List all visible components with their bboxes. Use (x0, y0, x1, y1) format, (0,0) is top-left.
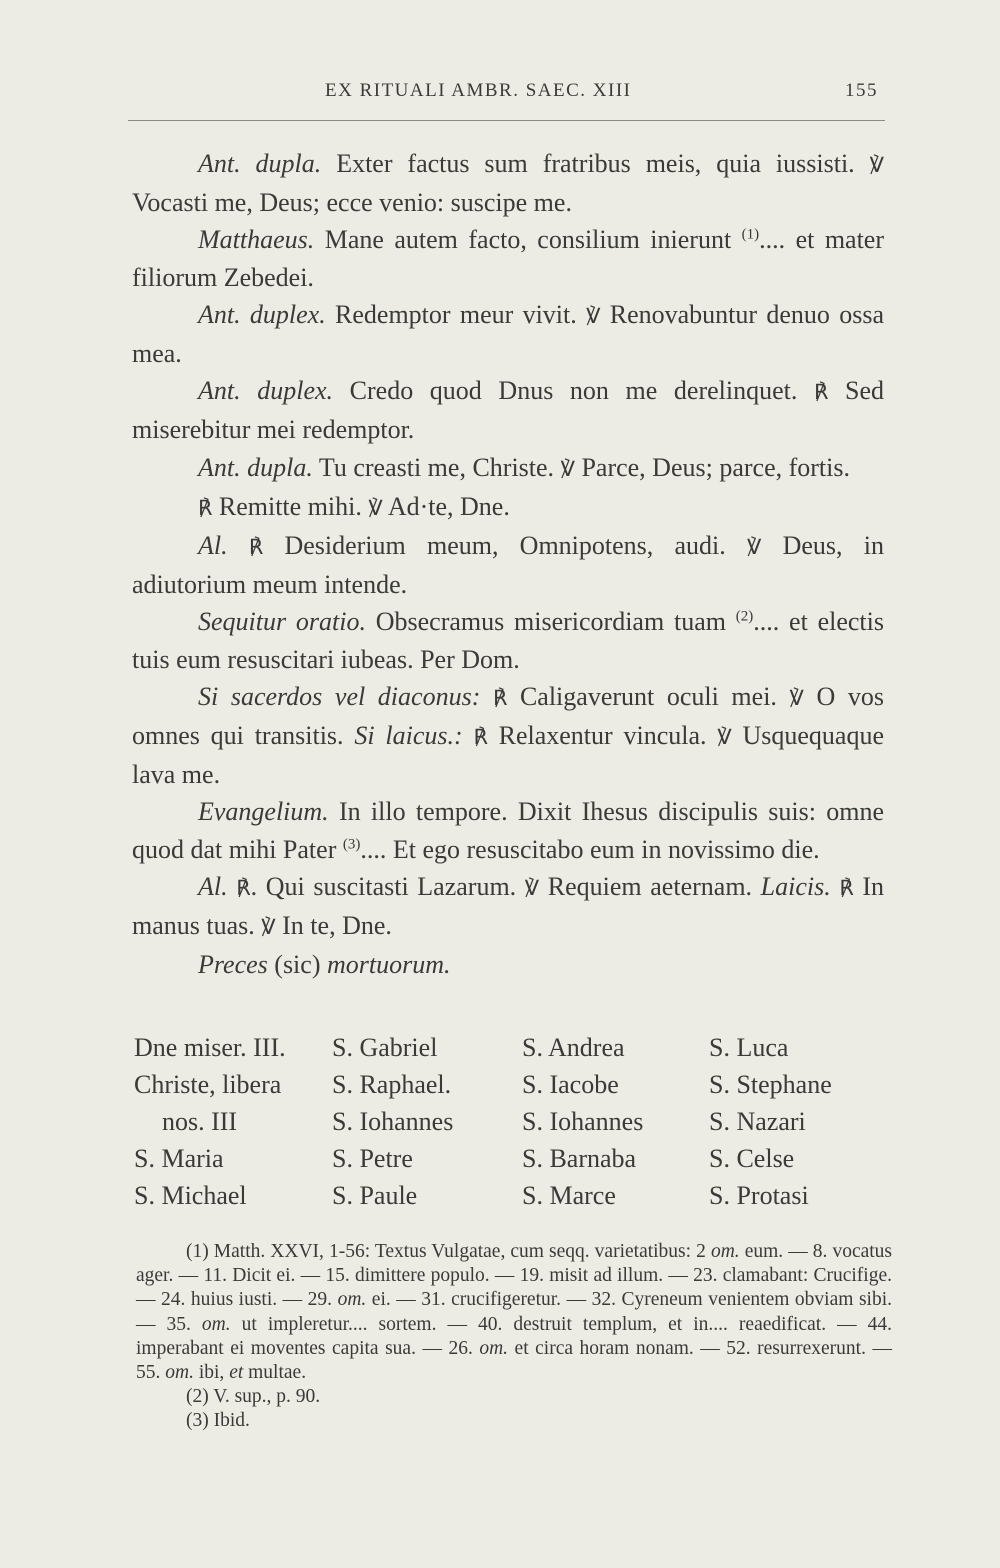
rubric: mortuorum. (326, 950, 451, 980)
litany-row (134, 1144, 894, 1180)
paragraph-al-desiderium (132, 527, 884, 603)
rubric: Sequitur oratio. (198, 607, 366, 637)
text-run: Usquequaque lava me. (132, 721, 885, 790)
text-run: O vos omnes qui transitis. (132, 681, 885, 751)
litany-row (134, 1107, 894, 1143)
text-run: Parce, Deus; parce, fortis. (574, 452, 850, 482)
text-run: Credo quod Dnus non me derelinquet. (333, 376, 814, 406)
litany-cell: S. Gabriel (332, 1033, 438, 1062)
litany-table (134, 1033, 894, 1223)
italic-run: om. (479, 1337, 509, 1359)
litany-cell: S. Celse (709, 1144, 795, 1173)
italic-run: et (229, 1362, 244, 1384)
page-number: 155 (845, 80, 878, 101)
text-run: Exter factus sum fratribus meis, quia iussisti. (321, 149, 870, 178)
text-run: et circa horam nonam. — 52. resurrexerunt. — 55. (136, 1337, 892, 1384)
litany-cell: S. Stephane (709, 1070, 832, 1099)
text-run: Requiem aeternam. (539, 871, 761, 901)
rubric: Al. (198, 871, 228, 901)
footnote-ref: (1) (741, 226, 760, 243)
footnote-2: (2) V. sup., p. 90. (186, 1386, 321, 1408)
litany-cell: S. Iohannes (522, 1107, 644, 1136)
text-run: Ad·te, Dne. (382, 491, 510, 521)
litany-cell: S. Nazari (709, 1107, 806, 1136)
running-head-title: EX RITUALI AMBR. SAEC. XIII (325, 80, 632, 101)
litany-row (134, 1070, 894, 1106)
paragraph-al-qui-suscitasti (132, 868, 884, 946)
running-head (130, 80, 890, 110)
text-run: ibi, (193, 1362, 230, 1384)
response-symbol: ℟ (248, 535, 264, 560)
paragraph-sequitur-oratio (132, 603, 884, 677)
rubric: Matthaeus. (198, 225, 315, 255)
text-run: .... et electis tuis eum resuscitari iubeas. Per Dom. (132, 607, 884, 674)
litany-cell: nos. III (162, 1107, 238, 1136)
litany-cell: S. Raphael. (332, 1070, 452, 1099)
response-symbol: ℟ (814, 380, 829, 405)
litany-cell: S. Paule (332, 1181, 418, 1210)
text-run: Redemptor meur vivit. (325, 299, 587, 329)
text-run: In te, Dne. (275, 911, 392, 941)
paragraph-ant-duplex-redemptor (132, 296, 884, 372)
text-run (480, 682, 493, 711)
response-symbol: ℟ (198, 495, 213, 520)
paragraph-ant-dupla-tu-creasti (132, 449, 884, 488)
text-run (228, 872, 237, 901)
text-run: Vocasti me, Deus; ecce venio: suscipe me. (132, 188, 572, 218)
text-run: Relaxentur vincula. (487, 721, 718, 751)
text-run: ut impleretur.... sortem. — 40. destruit templum, et in.... reaedificat. — 44. imperabant ei moventes capita sua. — 26. (136, 1313, 892, 1359)
text-run: In illo tempore. Dixit Ihesus discipulis suis: omne quod dat mihi Pater (132, 797, 884, 864)
versicle-symbol: ℣ (368, 495, 383, 520)
rubric: Ant. duplex. (198, 376, 334, 406)
footnote-1 (136, 1240, 892, 1385)
footnote-ref: (2) (735, 608, 754, 625)
text-run: .... Et ego resuscitabo eum in novissimo die. (360, 834, 820, 864)
text-run: Tu creasti me, Christe. (312, 452, 561, 482)
text-run: eum. — 8. vocatus ager. — 11. Dicit ei. — 15. dimittere populo. — 19. misit ad illum. — 23. clamabant: Crucifige. — 24. huius iusti. — 29. (136, 1241, 893, 1311)
versicle-symbol: ℣ (261, 915, 276, 940)
versicle-symbol: ℣ (524, 875, 540, 900)
text-run: Renovabuntur denuo ossa mea. (132, 299, 884, 369)
text-run: In manus tuas. (132, 871, 885, 941)
versicle-symbol: ℣ (717, 725, 732, 750)
litany-cell: S. Barnaba (522, 1144, 637, 1173)
response-symbol: ℟ (839, 875, 854, 900)
text-run: Caligaverunt oculi mei. (507, 681, 790, 711)
rubric: Ant. dupla. (198, 452, 313, 482)
litany-cell: Christe, libera (134, 1070, 282, 1099)
litany-cell: S. Iohannes (332, 1107, 454, 1136)
text-run: Sed miserebitur mei redemptor. (132, 376, 884, 445)
main-text (132, 145, 884, 983)
paragraph-evangelium (132, 793, 884, 867)
footnote-3: (3) Ibid. (186, 1410, 250, 1432)
rubric: Preces (198, 950, 268, 980)
text-run: multae. (243, 1362, 307, 1384)
litany-cell: S. Maria (134, 1144, 224, 1173)
litany-cell: Dne miser. III. (134, 1033, 286, 1062)
text-run: (sic) (267, 950, 327, 980)
italic-run: om. (710, 1241, 740, 1262)
rubric: Al. (198, 531, 228, 561)
versicle-symbol: ℣ (869, 153, 884, 177)
text-run: Desiderium meum, Omnipotens, audi. (263, 531, 748, 561)
paragraph-ant-dupla-exter (132, 145, 884, 221)
paragraph-remitte (132, 488, 884, 527)
text-run (463, 721, 474, 750)
litany-cell: S. Marce (522, 1181, 616, 1210)
versicle-symbol: ℣ (560, 456, 575, 481)
rubric: Si laicus.: (354, 721, 463, 751)
text-run: Mane autem facto, consilium inierunt (314, 225, 742, 255)
text-run: Deus, in adiutorium meum intende. (132, 531, 884, 600)
litany-cell: S. Andrea (522, 1033, 625, 1062)
rubric: Ant. duplex. (198, 299, 326, 329)
response-symbol: ℟ (236, 875, 251, 900)
footnotes (136, 1240, 892, 1434)
italic-run: om. (201, 1313, 231, 1335)
italic-run: om. (165, 1362, 194, 1384)
text-run: Remitte mihi. (212, 491, 369, 521)
rubric: Ant. dupla. (198, 149, 322, 178)
rubric: Evangelium. (198, 797, 329, 827)
litany-cell: S. Protasi (709, 1181, 809, 1210)
paragraph-ant-duplex-credo (132, 372, 884, 448)
litany-row (134, 1033, 894, 1069)
text-run (228, 531, 249, 560)
text-run: (1) Matth. XXVI, 1-56: Textus Vulgatae, cum seqq. varietatibus: 2 (186, 1241, 711, 1262)
litany-cell: S. Petre (332, 1144, 413, 1173)
litany-cell: S. Michael (134, 1181, 247, 1210)
response-symbol: ℟ (492, 685, 508, 710)
paragraph-si-sacerdos (132, 678, 884, 794)
versicle-symbol: ℣ (747, 535, 762, 560)
rubric: Laicis. (760, 871, 831, 901)
paragraph-matthaeus (132, 221, 884, 295)
paragraph-preces (132, 946, 884, 983)
litany-cell: S. Iacobe (522, 1070, 619, 1099)
header-rule (128, 120, 885, 121)
text-run: ei. — 31. crucifigeretur. — 32. Cyreneum venientem obviam sibi. — 35. (136, 1289, 892, 1335)
versicle-symbol: ℣ (789, 685, 804, 710)
response-symbol: ℟ (473, 725, 488, 750)
footnote-ref: (3) (342, 836, 361, 852)
italic-run: om. (337, 1289, 367, 1311)
rubric: Si sacerdos vel diaconus: (198, 681, 481, 711)
litany-cell: S. Luca (709, 1033, 789, 1062)
text-run: . Qui suscitasti Lazarum. (250, 871, 525, 901)
text-run: Obsecramus misericordiam tuam (365, 607, 736, 637)
versicle-symbol: ℣ (586, 303, 601, 328)
litany-row (134, 1181, 894, 1217)
text-run: .... et mater filiorum Zebedei. (132, 225, 885, 292)
